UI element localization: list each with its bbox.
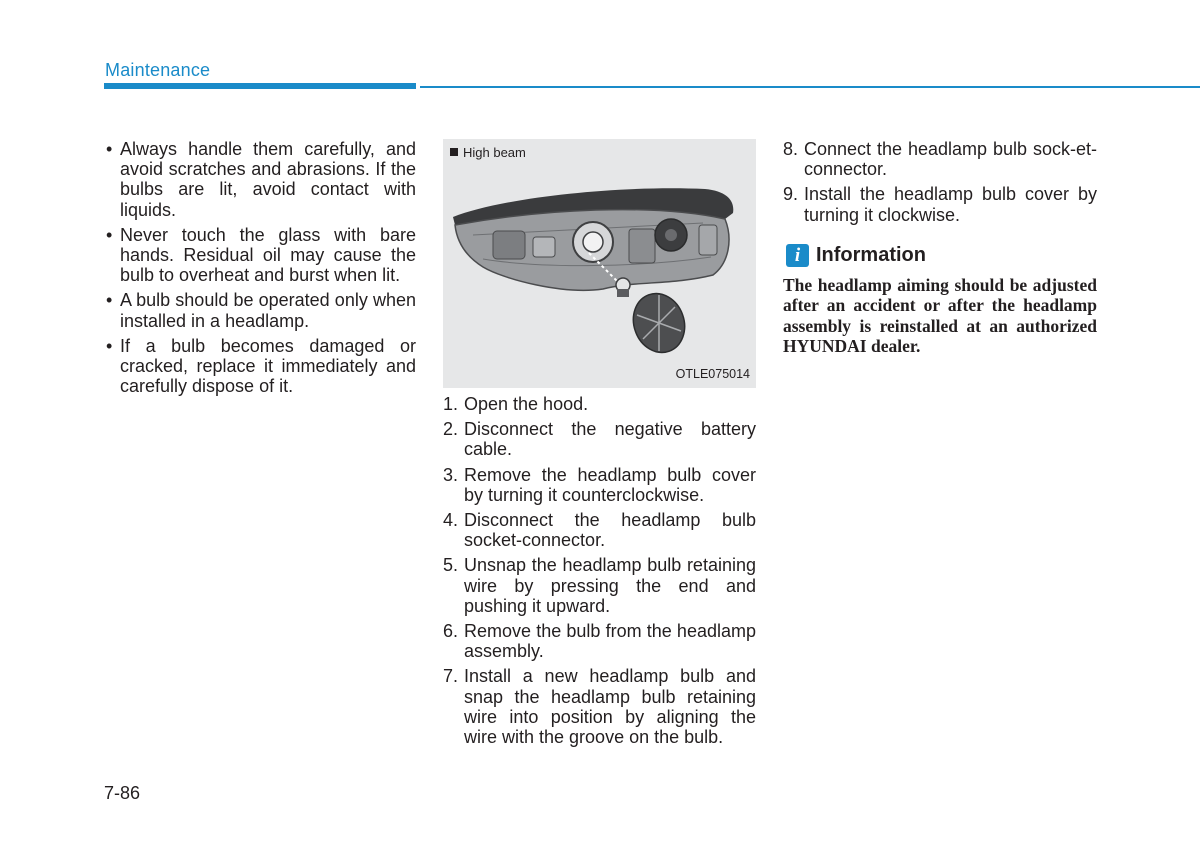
list-item: • A bulb should be operated only when installed in a headlamp.: [104, 290, 416, 330]
section-title: Maintenance: [105, 60, 211, 80]
list-item: 5. Unsnap the headlamp bulb retaining wire by pressing the end and pushing it upward.: [443, 555, 756, 616]
list-item: 4. Disconnect the headlamp bulb socket-connector.: [443, 510, 756, 551]
list-item: 9. Install the headlamp bulb cover by turning it clockwise.: [783, 184, 1097, 225]
headlamp-illustration: [443, 139, 756, 388]
left-column: [104, 139, 416, 401]
header-rule-thick: [104, 83, 416, 89]
information-title: Information: [816, 244, 926, 267]
figure-caption: High beam: [450, 143, 526, 163]
right-column: [783, 139, 1097, 356]
list-item: • Always handle them carefully, and avoid scratches and abrasions. If the bulbs are lit, avoid contact with liquids.: [104, 139, 416, 220]
page-number: 7-86: [104, 783, 141, 803]
bulb-icon: [616, 278, 630, 297]
list-item: 2. Disconnect the negative battery cable.: [443, 419, 756, 460]
list-item: 6. Remove the bulb from the headlamp assembly.: [443, 621, 756, 662]
steps-list-continued: [783, 139, 1097, 225]
list-item: • If a bulb becomes damaged or cracked, replace it immediately and carefully dispose of it.: [104, 336, 416, 397]
headlamp-figure: [443, 139, 756, 388]
list-item: 3. Remove the headlamp bulb cover by turning it counterclockwise.: [443, 464, 756, 505]
info-icon: i: [786, 244, 809, 267]
middle-column: [443, 139, 756, 752]
bulb-cover-icon: [625, 286, 693, 359]
list-item: 1. Open the hood.: [443, 394, 589, 414]
information-header: [783, 244, 1097, 267]
caution-list: [104, 139, 416, 396]
list-item: 7. Install a new headlamp bulb and snap the headlamp bulb retaining wire into position by aligning the wire with the groove on the bulb.: [443, 666, 756, 748]
list-item: • Never touch the glass with bare hands. Residual oil may cause the bulb to overheat and burst when lit.: [104, 225, 416, 286]
information-body: The headlamp aiming should be adjusted after an accident or after the headlamp assembly is reinstalled at an authorized HYUNDAI dealer.: [783, 274, 1097, 357]
list-item: 8. Connect the headlamp bulb sock-et-connector.: [783, 139, 1097, 180]
header-rule-thin: [420, 86, 1200, 88]
figure-code: OTLE075014: [675, 366, 750, 381]
steps-list: [443, 394, 756, 747]
